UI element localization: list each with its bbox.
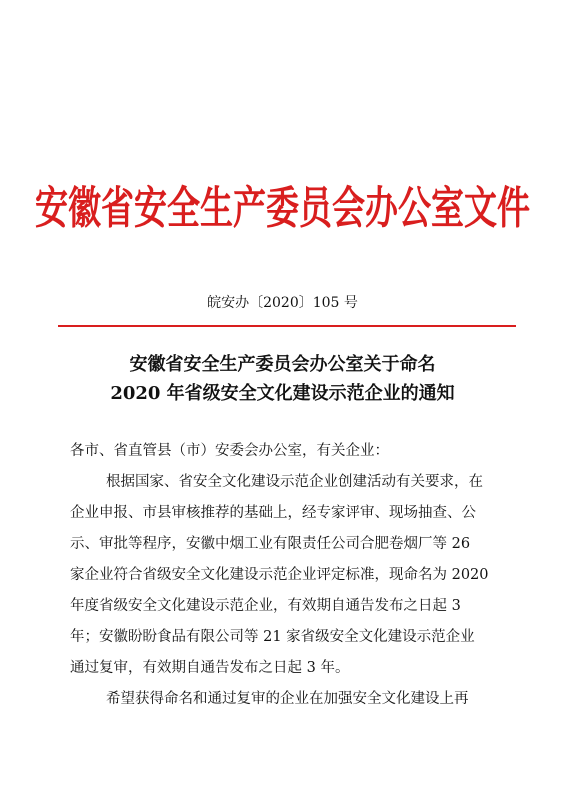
document-title-line-1: 安徽省安全生产委员会办公室关于命名 bbox=[129, 354, 436, 375]
document-title-line-2: 2020 年省级安全文化建设示范企业的通知 bbox=[110, 383, 455, 404]
salutation: 各市、省直管县（市）安委会办公室，有关企业： bbox=[70, 443, 389, 459]
paragraph-1-line-3: 示、审批等程序，安徽中烟工业有限责任公司合肥卷烟厂等 26 bbox=[70, 536, 471, 552]
paragraph-1-line-1: 根据国家、省安全文化建设示范企业创建活动有关要求，在 bbox=[106, 474, 483, 490]
paragraph-1-line-6: 年；安徽盼盼食品有限公司等 21 家省级安全文化建设示范企业 bbox=[70, 629, 475, 645]
document-masthead: 安徽省安全生产委员会办公室文件 bbox=[35, 181, 530, 234]
red-divider bbox=[58, 325, 516, 327]
paragraph-1-line-2: 企业申报、市县审核推荐的基础上，经专家评审、现场抽查、公 bbox=[70, 505, 476, 521]
paragraph-2-line-1: 希望获得命名和通过复审的企业在加强安全文化建设上再 bbox=[106, 691, 469, 707]
paragraph-1-line-5: 年度省级安全文化建设示范企业，有效期自通告发布之日起 3 bbox=[70, 598, 461, 614]
paragraph-1-line-7: 通过复审，有效期自通告发布之日起 3 年。 bbox=[70, 660, 350, 676]
paragraph-1-line-4: 家企业符合省级安全文化建设示范企业评定标准，现命名为 2020 bbox=[70, 567, 489, 583]
document-number: 皖安办〔2020〕105 号 bbox=[207, 295, 358, 311]
